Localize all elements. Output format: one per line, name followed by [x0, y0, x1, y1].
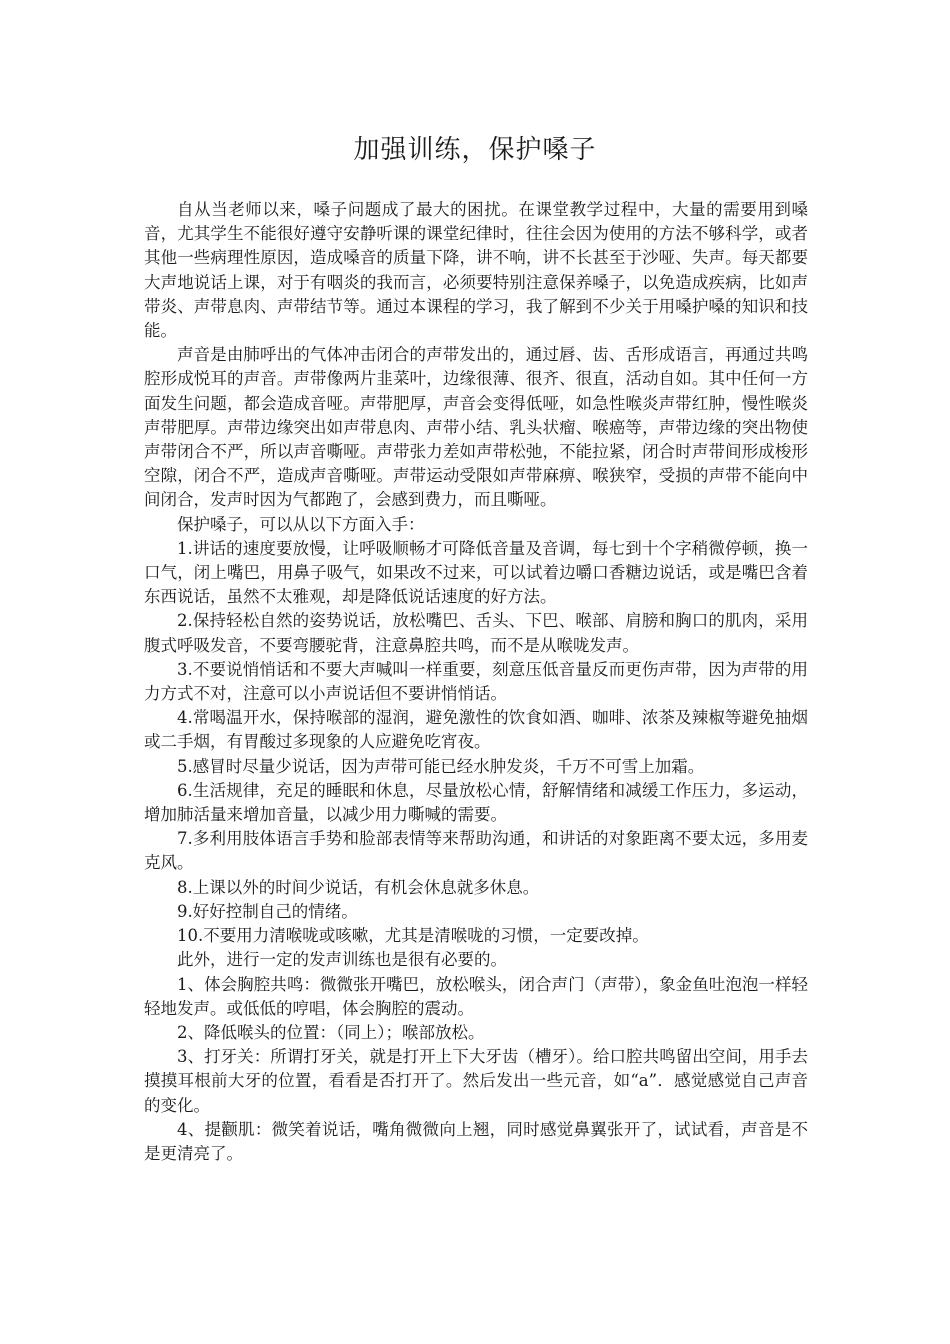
list-item-tip-10: 10.不要用力清喉咙或咳嗽，尤其是清喉咙的习惯，一定要改掉。 [177, 926, 649, 946]
list-item-tip-8: 8.上课以外的时间少说话，有机会休息就多休息。 [177, 877, 540, 897]
list-item-tip-6: 6.生活规律，充足的睡眠和休息，尽量放松心情，舒解情绪和减缓工作压力，多运动，增加肺活量来增加音量，以减少用力嘶喊的需要。 [144, 780, 808, 825]
list-item-tip-2: 2.保持轻松自然的姿势说话，放松嘴巴、舌头、下巴、喉部、肩膀和胸口的肌肉，采用腹式呼吸发音，不要弯腰驼背，注意鼻腔共鸣，而不是从喉咙发声。 [144, 611, 808, 655]
list-item-training-1: 1、体会胸腔共鸣：微微张开嘴巴，放松喉头，闭合声门（声带），象金鱼吐泡泡一样轻轻地发声。或低低的哼唱，体会胸腔的震动。 [144, 974, 808, 1018]
list-item-tip-5: 5.感冒时尽量少说话，因为声带可能已经水肿发炎，千万不可雪上加霜。 [177, 756, 705, 776]
paragraph-voice-mechanism: 声音是由肺呼出的气体冲击闭合的声带发出的，通过唇、齿、舌形成语言，再通过共鸣腔形成悦耳的声音。声带像两片韭菜叶，边缘很薄、很齐、很直，活动自如。其中任何一方面发生问题，都会造成音哑。声带肥厚，声音会变得低哑，如急性喉炎声带红肿，慢性喉炎声带肥厚。声带边缘突出如声带息肉、声带小结、乳头状瘤、喉癌等，声带边缘的突出物使声带闭合不严，所以声音嘶哑。声带张力差如声带松弛，不能拉紧，闭合时声带间形成梭形空隙，闭合不严，造成声音嘶哑。声带运动受限如声带麻痹、喉狭窄，受损的声带不能向中间闭合，发声时因为气都跑了，会感到费力，而且嘶哑。 [144, 345, 808, 510]
paragraph-intro: 自从当老师以来，嗓子问题成了最大的困扰。在课堂教学过程中，大量的需要用到嗓音，尤其学生不能很好遵守安静听课的课堂纪律时，往往会因为使用的方法不够科学，或者其他一些病理性原因，造成嗓音的质量下降，讲不响，讲不长甚至于沙哑、失声。每天都要大声地说话上课，对于有咽炎的我而言，必须要特别注意保养嗓子，以免造成疾病，比如声带炎、声带息肉、声带结节等。通过本课程的学习，我了解到不少关于用嗓护嗓的知识和技能。 [144, 200, 808, 341]
paragraph-training-intro: 此外，进行一定的发声训练也是很有必要的。 [177, 950, 507, 970]
paragraph-protection-intro: 保护嗓子，可以从以下方面入手： [177, 514, 425, 534]
list-item-tip-1: 1.讲话的速度要放慢，让呼吸顺畅才可降低音量及音调，每七到十个字稍微停顿，换一口气，闭上嘴巴，用鼻子吸气，如果改不过来，可以试着边嚼口香糖边说话，或是嘴巴含着东西说话，虽然不太雅观，却是降低说话速度的好方法。 [144, 538, 808, 607]
list-item-tip-9: 9.好好控制自己的情绪。 [177, 901, 358, 921]
list-item-training-4: 4、提颧肌：微笑着说话，嘴角微微向上翘，同时感觉鼻翼张开了，试试看，声音是不是更清亮了。 [144, 1119, 808, 1163]
list-item-tip-3: 3.不要说悄悄话和不要大声喊叫一样重要，刻意压低音量反而更伤声带，因为声带的用力方式不对，注意可以小声说话但不要讲悄悄话。 [144, 659, 808, 704]
list-item-training-2: 2、降低喉头的位置：（同上）；喉部放松。 [177, 1022, 485, 1042]
document-body [144, 198, 808, 1166]
list-item-tip-4: 4.常喝温开水，保持喉部的湿润，避免激性的饮食如酒、咖啡、浓茶及辣椒等避免抽烟或二手烟，有胃酸过多现象的人应避免吃宵夜。 [144, 708, 808, 752]
list-item-training-3: 3、打牙关：所谓打牙关，就是打开上下大牙齿（槽牙）。给口腔共鸣留出空间，用手去摸摸耳根前大牙的位置，看看是否打开了。然后发出一些元音，如“a”．感觉感觉自己声音的变化。 [144, 1047, 808, 1115]
list-item-tip-7: 7.多利用肢体语言手势和脸部表情等来帮助沟通，和讲话的对象距离不要太远，多用麦克风。 [144, 829, 808, 873]
document-title: 加强训练，保护嗓子 [353, 135, 597, 165]
